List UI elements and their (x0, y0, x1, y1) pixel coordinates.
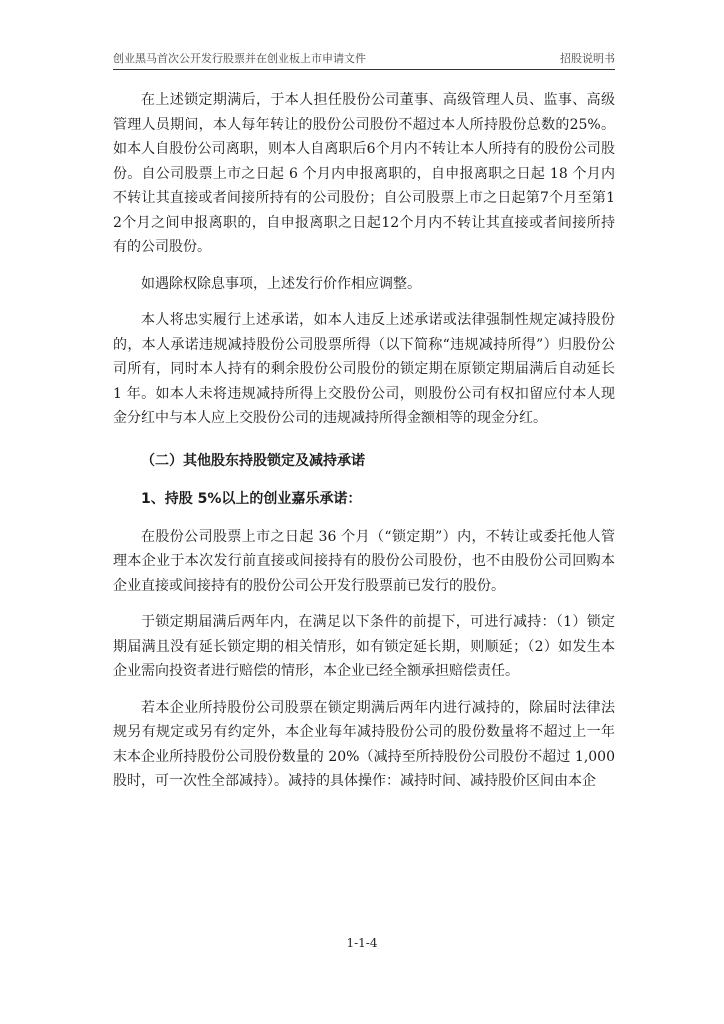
page-header (113, 44, 615, 70)
paragraph-reduction-limits: 若本企业所持股份公司股票在锁定期满后两年内进行减持的，除届时法律法规另有规定或另有约定外，本企业每年减持股份公司的股份数量将不超过上一年末本企业所持股份公司股份数量的 20%（减持至所持股份公司股份不超过 1,000 股时，可一次性全部减持）。减持的具体操作：减持时间、减持股价区间由本企 (113, 699, 615, 789)
section-heading-other-shareholders: （二）其他股东持股锁定及减持承诺 (141, 452, 365, 469)
subsection-heading-major-shareholder: 1、持股 5%以上的创业嘉乐承诺： (141, 490, 362, 507)
paragraph-breach-commitment: 本人将忠实履行上述承诺，如本人违反上述承诺或法律强制性规定减持股份的，本人承诺违规减持股份公司股票所得（以下简称“违规减持所得”）归股份公司所有，同时本人持有的剩余股份公司股份的锁定期在原锁定期届满后自动延长 1 年。如本人未将违规减持所得上交股份公司，则股份公司有权扣留应付本人现金分红中与本人应上交股份公司的违规减持所得金额相等的现金分红。 (113, 312, 615, 426)
header-document-title: 创业黑马首次公开发行股票并在创业板上市申请文件 (113, 52, 366, 65)
paragraph-reduction-conditions: 于锁定期届满后两年内，在满足以下条件的前提下，可进行减持：（1）锁定期届满且没有延长锁定期的相关情形，如有锁定延长期，则顺延；（2）如发生本企业需向投资者进行赔偿的情形，本企业已经全额承担赔偿责任。 (113, 614, 615, 679)
paragraph-lockup-period: 在股份公司股票上市之日起 36 个月（“锁定期”）内，不转让或委托他人管理本企业于本次发行前直接或间接持有的股份公司股份，也不由股份公司回购本企业直接或间接持有的股份公司公开发行股票前已发行的股份。 (113, 528, 615, 594)
paragraph-price-adjustment: 如遇除权除息事项，上述发行价作相应调整。 (141, 275, 421, 292)
document-body (113, 88, 615, 806)
page-number: 1-1-4 (346, 936, 378, 950)
paragraph-lockup-after-expiry: 在上述锁定期满后，于本人担任股份公司董事、高级管理人员、监事、高级管理人员期间，本人每年转让的股份公司股份不超过本人所持股份总数的25%。如本人自股份公司离职，则本人自离职后6个月内不转让本人所持有的股份公司股份。自公司股票上市之日起 6 个月内申报离职的，自申报离职之日起 18 个月内不转让其直接或者间接所持有的公司股份；自公司股票上市之日起第7个月至第12个月之间申报离职的，自申报离职之日起12个月内不转让其直接或者间接所持有的公司股份。 (113, 92, 615, 255)
header-document-type: 招股说明书 (560, 52, 615, 65)
